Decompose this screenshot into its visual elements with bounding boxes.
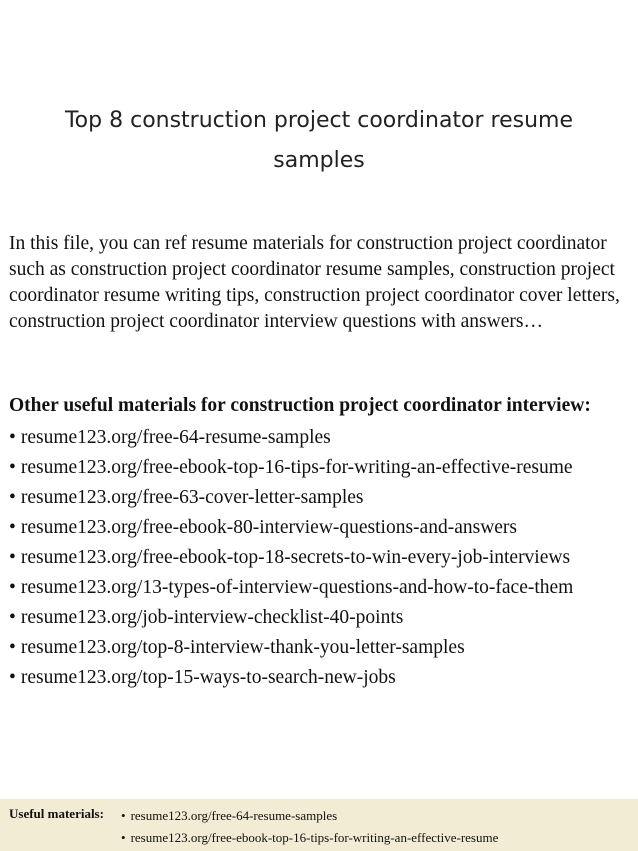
list-item <box>9 573 634 603</box>
resource-link[interactable]: resume123.org/13-types-of-interview-questions-and-how-to-face-them <box>20 577 574 598</box>
resource-link[interactable]: resume123.org/free-63-cover-letter-samples <box>20 487 364 508</box>
title-line-2: samples <box>273 148 365 173</box>
list-item <box>9 453 634 483</box>
bullet: • <box>121 808 126 823</box>
page-title <box>30 101 608 181</box>
bullet: • <box>9 487 16 508</box>
title-line-1: Top 8 construction project coordinator resume <box>64 108 574 133</box>
bullet: • <box>9 517 16 538</box>
intro-paragraph: In this file, you can ref resume materials for construction project coordinator such as construction project coordinator resume samples, construction project coordinator resume writing tips, construction project coordinator cover letters, construction project coordinator interview questions with answers… <box>9 233 620 332</box>
footer-link[interactable]: resume123.org/free-ebook-top-16-tips-for-writing-an-effective-resume <box>130 830 499 845</box>
footer-link[interactable]: resume123.org/free-64-resume-samples <box>130 808 338 823</box>
list-item <box>9 513 634 543</box>
list-item <box>9 483 634 513</box>
bullet: • <box>9 457 16 478</box>
bullet: • <box>9 547 16 568</box>
bullet: • <box>9 637 16 658</box>
resource-link[interactable]: resume123.org/free-64-resume-samples <box>20 427 331 448</box>
list-item <box>121 805 498 827</box>
list-item <box>9 543 634 573</box>
resource-link[interactable]: resume123.org/job-interview-checklist-40-points <box>20 607 404 628</box>
bullet: • <box>9 427 16 448</box>
resource-link[interactable]: resume123.org/top-15-ways-to-search-new-jobs <box>20 667 396 688</box>
resource-link[interactable]: resume123.org/free-ebook-80-interview-questions-and-answers <box>20 517 518 538</box>
list-item <box>9 423 634 453</box>
bullet: • <box>121 830 126 845</box>
list-item <box>9 603 634 633</box>
footer-links <box>121 805 498 849</box>
bullet: • <box>9 577 16 598</box>
resource-link[interactable]: resume123.org/top-8-interview-thank-you-letter-samples <box>20 637 465 658</box>
footer-label: Useful materials: <box>9 806 104 821</box>
other-materials-list <box>9 423 634 693</box>
bullet: • <box>9 667 16 688</box>
list-item <box>9 663 634 693</box>
footer-bar <box>0 799 638 851</box>
resource-link[interactable]: resume123.org/free-ebook-top-16-tips-for-writing-an-effective-resume <box>20 457 573 478</box>
other-materials-heading: Other useful materials for construction project coordinator interview: <box>9 395 591 416</box>
footer-label-text: Useful materials <box>9 806 100 821</box>
list-item <box>121 827 498 849</box>
bullet: • <box>9 607 16 628</box>
list-item <box>9 633 634 663</box>
resource-link[interactable]: resume123.org/free-ebook-top-18-secrets-to-win-every-job-interviews <box>20 547 571 568</box>
other-materials-section <box>9 393 634 693</box>
